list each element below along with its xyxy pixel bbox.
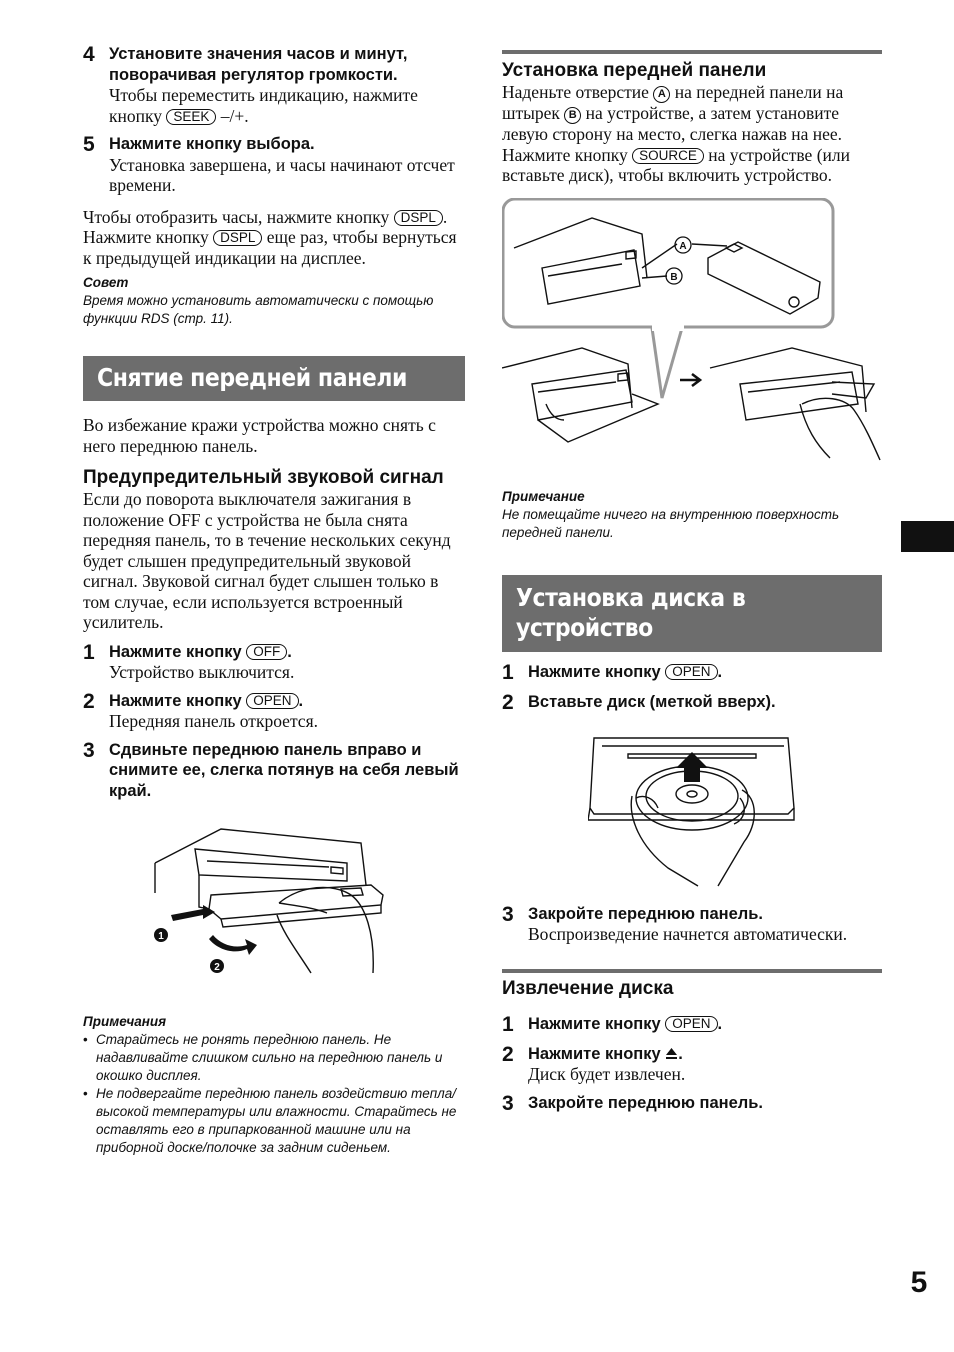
step-title: Закройте переднюю панель. bbox=[528, 1093, 764, 1112]
page-number: 5 bbox=[910, 1266, 928, 1299]
step-number: 5 bbox=[83, 133, 95, 156]
step-number: 2 bbox=[83, 689, 95, 713]
remove-step-3 bbox=[83, 740, 465, 802]
note-item: • Старайтесь не ронять переднюю панель. Не надавливайте слишком сильно на переднюю панель и окошко дисплея. bbox=[83, 1031, 465, 1085]
note-title: Примечание bbox=[502, 488, 585, 504]
intro-text: Во избежание кражи устройства можно снять с него переднюю панель. bbox=[83, 415, 436, 456]
clock-paragraph: Чтобы отобразить часы, нажмите кнопку DSPL . Нажмите кнопку DSPL еще раз, чтобы вернуться к предыдущей индикации на дисплее. bbox=[83, 206, 457, 268]
eject-heading: Извлечение диска bbox=[502, 969, 882, 1000]
step-number: 1 bbox=[83, 640, 95, 664]
step-text: Устройство выключится. bbox=[109, 662, 295, 682]
step-title: Нажмите кнопку OPEN . bbox=[528, 1014, 723, 1033]
disc-step-2 bbox=[502, 692, 882, 714]
notes-block bbox=[83, 1013, 465, 1157]
step-title: Нажмите кнопку OFF . bbox=[109, 642, 292, 661]
step-title: Нажмите кнопку . bbox=[528, 1044, 683, 1063]
step-text: Воспроизведение начнется автоматически. bbox=[528, 924, 848, 944]
section-banner-insert-disc: Установка диска в устройство bbox=[502, 575, 882, 652]
note-text: Не помещайте ничего на внутреннюю поверхность передней панели. bbox=[502, 506, 840, 540]
step-number: 3 bbox=[502, 902, 514, 926]
eject-step-2 bbox=[502, 1044, 882, 1085]
step-text: Установка завершена, и часы начинают отсчет времени. bbox=[109, 154, 455, 195]
dspl-key: DSPL bbox=[213, 230, 262, 246]
notes-title: Примечания bbox=[83, 1014, 167, 1029]
warning-text: Если до поворота выключателя зажигания в положение OFF с устройства не была снята передняя панель, то в течение нескольких секунд будет слышен предупредительный звуковой сигнал. Звуковой сигнал будет слышен только в том случае, если используется встроенный усилитель. bbox=[83, 489, 451, 632]
circle-b: B bbox=[564, 107, 581, 124]
illus-label-1: 1 bbox=[158, 931, 164, 942]
right-column bbox=[502, 50, 882, 1115]
step-title: Закройте переднюю панель. bbox=[528, 904, 764, 923]
remove-panel-illustration bbox=[151, 823, 465, 983]
remove-step-2 bbox=[83, 691, 465, 732]
step-number: 4 bbox=[83, 43, 95, 66]
side-tab bbox=[901, 521, 954, 552]
step-text: Чтобы переместить индикацию, нажмите кнопку SEEK –/+. bbox=[109, 85, 418, 126]
notes-list bbox=[83, 1031, 465, 1157]
step-title: Нажмите кнопку OPEN . bbox=[109, 691, 304, 710]
dspl-key: DSPL bbox=[394, 210, 443, 226]
source-key: SOURCE bbox=[632, 148, 704, 164]
tip-text: Время можно установить автоматически с помощью функции RDS (стр. 11). bbox=[83, 293, 434, 326]
step-title: Сдвиньте переднюю панель вправо и снимите ее, слегка потянув на себя левый край. bbox=[109, 740, 459, 800]
eject-icon bbox=[665, 1047, 678, 1060]
illus-label-2: 2 bbox=[214, 962, 220, 973]
step-number: 2 bbox=[502, 690, 514, 714]
seek-key: SEEK bbox=[166, 109, 216, 125]
tip-block bbox=[83, 274, 465, 328]
step-number: 1 bbox=[502, 660, 514, 684]
remove-step-1 bbox=[83, 642, 465, 683]
warning-heading: Предупредительный звуковой сигнал bbox=[83, 467, 444, 488]
left-column bbox=[83, 40, 465, 1157]
step-text: Диск будет извлечен. bbox=[528, 1064, 686, 1084]
illus-label-b: B bbox=[670, 271, 678, 283]
step-5 bbox=[83, 134, 465, 196]
attach-note bbox=[502, 488, 882, 542]
attach-heading: Установка передней панели bbox=[502, 50, 882, 82]
eject-step-1 bbox=[502, 1014, 882, 1036]
step-title: Установите значения часов и минут, поворачивая регулятор громкости. bbox=[109, 45, 408, 84]
open-key: OPEN bbox=[246, 693, 298, 709]
step-number: 2 bbox=[502, 1042, 514, 1066]
attach-text: Наденьте отверстие A на передней панели на штырек B на устройстве, а затем установите левую сторону на место, слегка нажав на нее. Нажмите кнопку SOURCE на устройстве (или вставьте диск), чтобы включить устройство. bbox=[502, 82, 850, 185]
step-title: Вставьте диск (меткой вверх). bbox=[528, 692, 776, 711]
note-item: • Не подвергайте переднюю панель воздействию тепла/высокой температуры или влажности. Старайтесь не оставлять его в припаркованной машине или на приборной доске/полочке за задним сиденьем. bbox=[83, 1085, 465, 1157]
eject-step-3 bbox=[502, 1093, 882, 1115]
step-title: Нажмите кнопку выбора. bbox=[109, 135, 315, 153]
step-4 bbox=[83, 44, 465, 126]
step-number: 1 bbox=[502, 1012, 514, 1036]
open-key: OPEN bbox=[665, 1016, 717, 1032]
step-number: 3 bbox=[502, 1091, 514, 1115]
step-text: Передняя панель откроется. bbox=[109, 711, 318, 731]
attach-panel-illustration bbox=[502, 198, 882, 488]
off-key: OFF bbox=[246, 644, 287, 660]
disc-step-1 bbox=[502, 662, 882, 684]
open-key: OPEN bbox=[665, 664, 717, 680]
illus-label-a: A bbox=[679, 240, 687, 252]
section-banner-remove-panel: Снятие передней панели bbox=[83, 356, 465, 401]
tip-title: Совет bbox=[83, 275, 129, 290]
step-title: Нажмите кнопку OPEN . bbox=[528, 662, 723, 681]
step-number: 3 bbox=[83, 738, 95, 762]
insert-disc-illustration bbox=[588, 728, 882, 888]
disc-step-3 bbox=[502, 904, 882, 945]
circle-a: A bbox=[653, 86, 670, 103]
